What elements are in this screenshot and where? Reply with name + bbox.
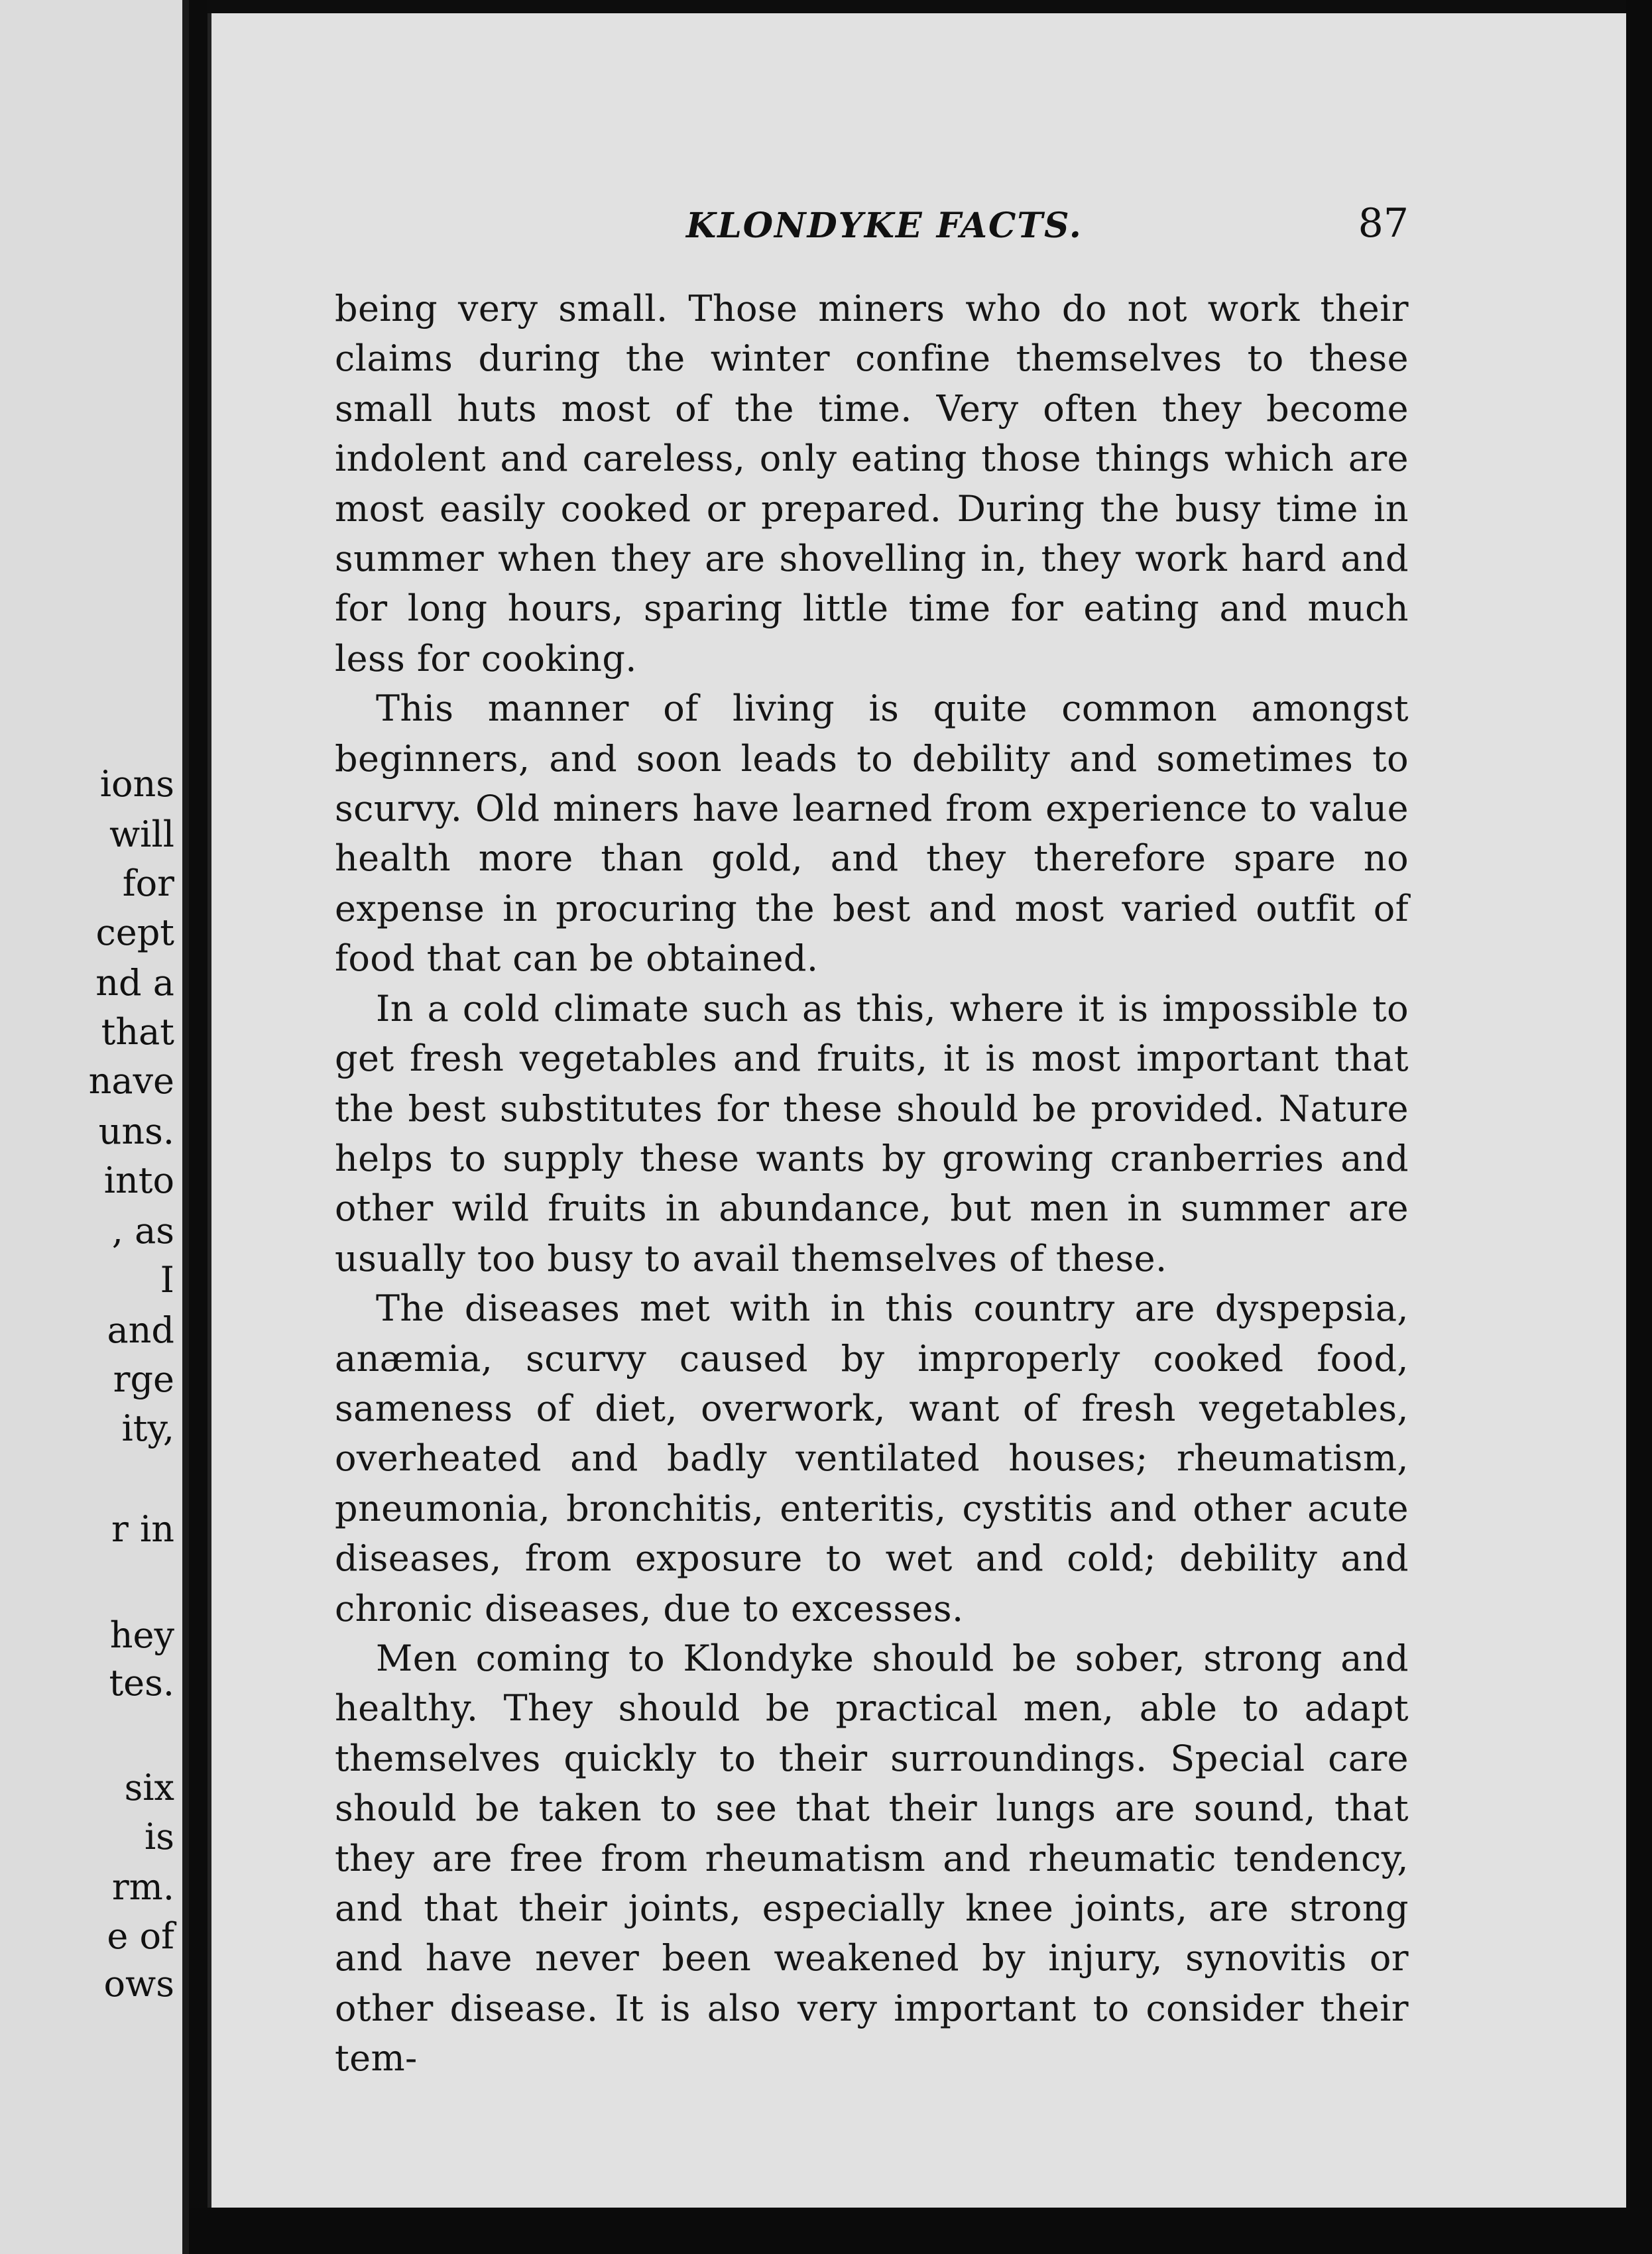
fragment-line: and [107, 1309, 174, 1351]
book-gutter [189, 0, 207, 2254]
fragment-line: will [109, 813, 174, 855]
paragraph: The diseases met with in this country are dyspepsia, anæmia, scurvy caused by improperly cooked food, sameness of diet, overwork, want of fresh vegetables, overheated and badly ventilated houses; rheumatism, pneumonia, bronchitis, enteritis, cystitis and other acute diseases, from exposure to wet and cold; debility and chronic diseases, due to excesses. [335, 1287, 1409, 1630]
paragraph: This manner of living is quite common amongst beginners, and soon leads to debility and sometimes to scurvy. Old miners have learned from experience to value health more than gold, and they therefore spare no expense in procuring the best and most varied outfit of food that can be obtained. [335, 687, 1409, 980]
fragment-line: into [103, 1159, 174, 1201]
facing-page-edge [182, 0, 189, 2254]
fragment-line: nave [88, 1060, 174, 1102]
fragment-line: ions [99, 763, 174, 805]
scan-border-bottom [189, 2208, 1652, 2254]
fragment-line: rm. [111, 1866, 174, 1908]
paragraph: being very small. Those miners who do not work their claims during the winter confine themselves to these small huts most of the time. Very often they become indolent and careless, only eating those things which are most easily cooked or prepared. During the busy time in summer when they are shovelling in, they work hard and for long hours, sparing little time for eating and much less for cooking. [335, 288, 1409, 680]
fragment-line: six [124, 1767, 174, 1809]
body-text [335, 284, 1409, 2084]
fragment-line: uns. [98, 1110, 174, 1152]
fragment-line: is [145, 1816, 174, 1858]
facing-page-fragment [0, 0, 189, 2254]
fragment-line: for [122, 862, 174, 904]
paragraph: Men coming to Klondyke should be sober, strong and healthy. They should be practical men, able to adapt themselves quickly to their surroundings. Special care should be taken to see that their lungs are sound, that they are free from rheumatism and rheumatic tendency, and that their joints, especially knee joints, are strong and have never been weakened by injury, synovitis or other disease. It is also very important to consider their tem- [335, 1637, 1409, 2080]
scan-border-right [1626, 0, 1652, 2254]
fragment-line: , as [111, 1210, 174, 1252]
paragraph: In a cold climate such as this, where it is impossible to get fresh vegetables and fruits, it is most important that the best substitutes for these should be provided. Nature helps to supply these wants by growing cranberries and other wild fruits in abundance, but men in summer are usually too busy to avail themselves of these. [335, 987, 1409, 1279]
running-head [335, 199, 1409, 252]
fragment-line: rge [113, 1358, 174, 1400]
fragment-line: nd a [95, 962, 174, 1004]
fragment-line: ows [103, 1963, 174, 2005]
fragment-line: tes. [109, 1662, 174, 1704]
fragment-line: that [101, 1011, 174, 1053]
fragment-line: r in [111, 1508, 174, 1550]
fragment-line: hey [109, 1614, 174, 1656]
fragment-line: e of [107, 1915, 174, 1957]
fragment-line: ity, [121, 1407, 174, 1449]
fragment-line: cept [95, 912, 174, 953]
page-number: 87 [1358, 200, 1409, 247]
fragment-line: I [160, 1259, 174, 1301]
running-title: KLONDYKE FACTS. [686, 206, 1083, 246]
